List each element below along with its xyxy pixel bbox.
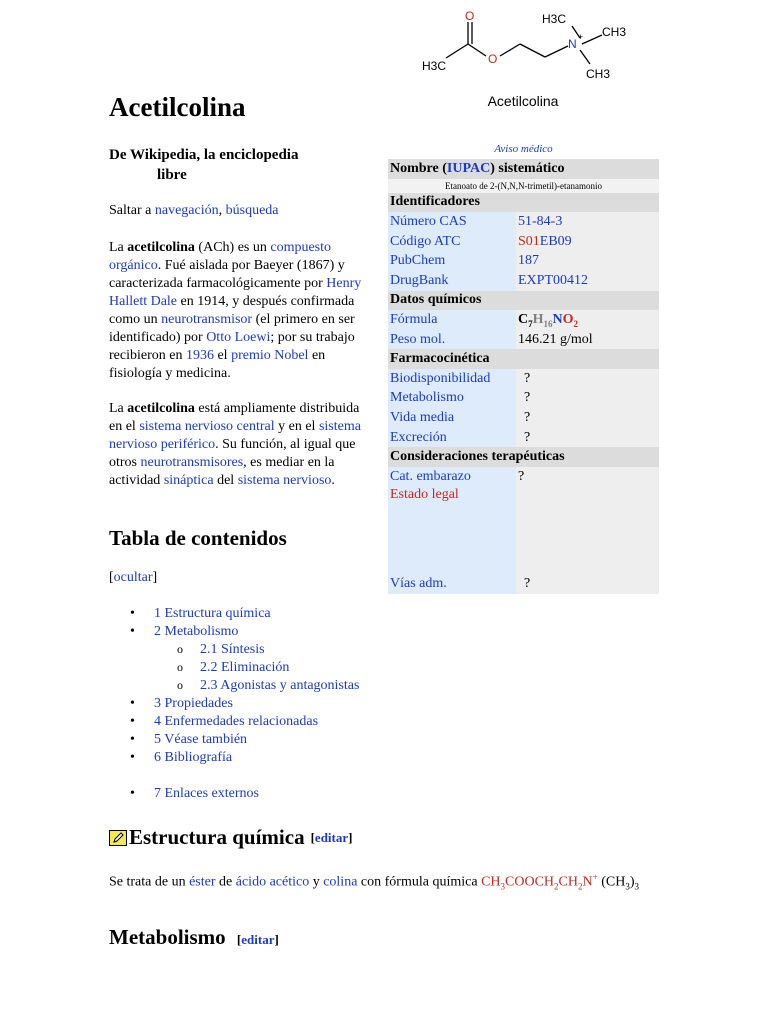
inline-link[interactable]: neurotransmisores	[140, 455, 244, 470]
atom-o-ester: O	[488, 52, 498, 66]
infobox-header-datos	[388, 291, 659, 311]
text-run: C	[518, 311, 529, 327]
text-run: H	[532, 311, 544, 327]
text-run: CH	[558, 874, 578, 890]
intro-paragraph-2	[109, 400, 371, 490]
inline-link[interactable]: compuesto orgánico	[109, 240, 332, 273]
atc-code-s01-link[interactable]: S01	[518, 233, 540, 249]
edit-bracket-close: ]	[348, 829, 353, 845]
infobox-row	[388, 487, 659, 575]
infobox-row	[388, 271, 659, 291]
excr-value: ?	[516, 428, 659, 448]
inline-link[interactable]: premio Nobel	[231, 348, 309, 363]
jump-links	[109, 203, 279, 219]
infobox-row	[388, 428, 659, 448]
edit-bracket-open: [	[310, 829, 315, 845]
inline-link[interactable]: Henry Hallett Dale	[109, 276, 362, 309]
toc-link[interactable]: 1 Estructura química	[154, 606, 271, 621]
text-run: )	[629, 874, 635, 890]
farmaco-heading: Farmacocinética	[388, 349, 659, 369]
text-run: 3	[625, 881, 630, 892]
text-run: acetilcolina	[127, 401, 195, 416]
inline-link[interactable]: 1936	[185, 348, 214, 363]
embarazo-label-link[interactable]: Cat. embarazo	[388, 467, 516, 487]
toc-toggle-bracket-open: [	[109, 570, 114, 585]
site-subtitle-line1: De Wikipedia, la enciclopedia	[109, 147, 299, 163]
metab-value: ?	[516, 389, 659, 409]
edit-section-group	[311, 830, 353, 846]
text-run: el	[213, 348, 232, 363]
edit-pencil-icon[interactable]	[109, 830, 127, 846]
infobox-row	[388, 330, 659, 350]
section-heading-metabolismo	[109, 925, 279, 950]
toc-item	[130, 623, 359, 641]
drugbank-value-link[interactable]: EXPT00412	[518, 272, 588, 288]
consid-heading: Consideraciones terapéuticas	[388, 447, 659, 467]
vias-value: ?	[516, 575, 659, 595]
embarazo-value: ?	[516, 467, 659, 487]
toc-link[interactable]: 2.1 Síntesis	[200, 642, 265, 657]
atc-value	[516, 232, 659, 252]
biodisp-label-link[interactable]: Biodisponibilidad	[388, 369, 516, 389]
edit-bracket-open: [	[236, 932, 242, 947]
text-run: N	[582, 874, 593, 890]
medical-notice-link[interactable]: Aviso médico	[494, 143, 553, 155]
text-run: (CH	[597, 874, 626, 890]
toc-item	[130, 731, 359, 749]
text-run: Se trata de un	[109, 874, 190, 890]
toc-title: Tabla de contenidos	[109, 526, 287, 550]
text-run: del	[213, 473, 238, 488]
infobox-header-consid	[388, 447, 659, 467]
section-title: Metabolismo	[109, 925, 226, 949]
datos-heading: Datos químicos	[388, 291, 659, 311]
atom-o-carbonyl: O	[465, 9, 475, 23]
toc-link[interactable]: 3 Propiedades	[154, 696, 233, 711]
edit-section-group	[237, 932, 279, 947]
infobox-row	[388, 251, 659, 271]
toc-link[interactable]: 2.3 Agonistas y antagonistas	[200, 678, 360, 693]
atom-n: N	[568, 37, 577, 51]
text-run: está ampliamente distribuida en el	[109, 401, 360, 434]
image-caption: Acetilcolina	[487, 93, 559, 109]
text-run: 2	[554, 881, 559, 892]
jump-separator: ,	[218, 203, 226, 218]
text-run: .	[331, 473, 335, 488]
text-run: CH	[481, 874, 501, 890]
text-run: 2	[573, 318, 579, 329]
iupac-link[interactable]: IUPAC	[446, 160, 491, 176]
toc-link[interactable]: 6 Bibliografía	[154, 750, 233, 765]
inline-link[interactable]: sistema nervioso	[237, 473, 332, 488]
pubchem-value-link[interactable]: 187	[518, 253, 539, 269]
text-run: . Su función, al igual que otros	[109, 437, 356, 470]
cas-value[interactable]: 51-84-3	[518, 213, 563, 229]
page-title: Acetilcolina	[109, 92, 246, 122]
text-run: 7	[528, 318, 533, 329]
text-run: , es mediar en la actividad	[109, 455, 335, 488]
site-subtitle	[109, 145, 349, 185]
text-run: COOCH	[505, 874, 555, 890]
acetylcholine-structure-image	[410, 2, 630, 86]
infobox-table	[388, 159, 659, 594]
legal-value	[516, 487, 659, 575]
toc-item	[130, 713, 359, 731]
text-run: 2	[577, 881, 583, 892]
toc-item	[130, 659, 359, 677]
infobox-row	[388, 389, 659, 409]
metab-label-link[interactable]: Metabolismo	[388, 389, 516, 409]
drugbank-value-cell	[516, 271, 659, 291]
jump-navigation-link[interactable]: navegación	[154, 203, 219, 218]
inline-link[interactable]: colina	[323, 874, 358, 890]
pubchem-label-link[interactable]: PubChem	[388, 251, 516, 271]
inline-link[interactable]: sináptica	[163, 473, 214, 488]
iupac-header-pre: Nombre (	[390, 160, 447, 176]
estructura-paragraph	[109, 868, 639, 895]
toc-item	[130, 749, 359, 767]
toc-list	[130, 605, 359, 803]
text-run: acetilcolina	[127, 240, 195, 255]
atc-code-eb09-link[interactable]: EB09	[539, 233, 572, 249]
text-run: . Fué aislada por Baeyer (1867) y caracterizada farmacológicamente por	[109, 258, 345, 291]
text-run: ; por su trabajo recibieron en	[109, 330, 355, 363]
atom-ch3-right: CH3	[602, 25, 627, 39]
section-title: Estructura química	[129, 825, 305, 849]
intro-paragraph-1	[109, 239, 371, 383]
toc-item	[130, 695, 359, 713]
atc-label-link[interactable]: Código ATC	[388, 232, 516, 252]
atom-charge: +	[578, 32, 584, 42]
text-run: con fórmula química	[357, 874, 482, 890]
infobox-row	[388, 369, 659, 389]
edit-section-link[interactable]: editar	[241, 932, 275, 947]
inline-link[interactable]: sistema nervioso central	[139, 419, 275, 434]
infobox-row	[388, 232, 659, 252]
text-run: +	[592, 872, 598, 882]
edit-section-link[interactable]: editar	[314, 829, 349, 845]
jump-prefix: Saltar a	[109, 203, 155, 218]
section-heading-estructura	[109, 825, 352, 850]
infobox-iupac-name-row	[388, 179, 659, 193]
infobox-row	[388, 575, 659, 595]
atom-ch3-bottom: CH3	[586, 67, 611, 81]
atom-ch3-top: H3C	[542, 12, 567, 26]
cas-value-link[interactable]	[516, 212, 659, 232]
text-run: La	[109, 401, 128, 416]
inline-link[interactable]: neurotransmisor	[161, 312, 253, 327]
formula-value	[516, 310, 659, 330]
peso-label-link[interactable]: Peso mol.	[388, 330, 516, 350]
inline-link[interactable]: ácido acético	[235, 874, 310, 890]
toc-item	[130, 677, 359, 695]
pubchem-value-cell	[516, 251, 659, 271]
toc-item	[130, 641, 359, 659]
excr-label-link[interactable]: Excreción	[388, 428, 516, 448]
inline-link[interactable]: Otto Loewi	[206, 330, 271, 345]
identificadores-heading: Identificadores	[388, 193, 659, 213]
atom-h3c: H3C	[422, 59, 447, 73]
text-run: 16	[543, 318, 553, 329]
toc-link[interactable]: 4 Enfermedades relacionadas	[154, 714, 319, 729]
text-run: La	[109, 240, 128, 255]
toc-item	[130, 785, 359, 803]
toc-link[interactable]: 2.2 Eliminación	[200, 660, 290, 675]
toc-link[interactable]: 7 Enlaces externos	[154, 786, 259, 801]
legal-label-link[interactable]: Estado legal	[388, 487, 516, 575]
toc-toggle	[109, 570, 157, 586]
text-run: (ACh) es un	[194, 240, 271, 255]
toc-hide-link[interactable]: ocultar	[113, 570, 153, 585]
biodisp-value: ?	[516, 369, 659, 389]
text-run: 3	[500, 881, 506, 892]
infobox-header-identificadores	[388, 193, 659, 213]
text-run: en 1914, y después confirmada como un	[109, 294, 355, 327]
iupac-header-post: ) sistemático	[490, 160, 565, 176]
infobox-row	[388, 408, 659, 428]
text-run: N	[552, 311, 563, 327]
toc-item	[130, 605, 359, 623]
infobox-header-iupac	[388, 159, 659, 179]
text-run: O	[562, 311, 574, 327]
text-run: (el primero en ser identificado) por	[109, 312, 355, 345]
infobox-row	[388, 467, 659, 487]
inline-link[interactable]: éster	[189, 874, 216, 890]
text-run: en fisiología y medicina.	[109, 348, 326, 381]
infobox-row	[388, 212, 659, 232]
infobox-row	[388, 310, 659, 330]
text-run: de	[215, 874, 236, 890]
jump-search-link[interactable]: búsqueda	[225, 203, 279, 218]
peso-value: 146.21 g/mol	[516, 330, 659, 350]
formula-label-link[interactable]: Fórmula	[388, 310, 516, 330]
cas-label-link[interactable]: Número CAS	[388, 212, 516, 232]
text-run: y	[309, 874, 324, 890]
toc-link[interactable]: 5 Véase también	[154, 732, 248, 747]
toc-link[interactable]: 2 Metabolismo	[154, 624, 239, 639]
edit-bracket-close: ]	[274, 932, 279, 947]
text-run: y en el	[274, 419, 319, 434]
inline-link[interactable]: sistema nervioso periférico	[109, 419, 361, 452]
vida-label-link[interactable]: Vida media	[388, 408, 516, 428]
drugbank-label-link[interactable]: DrugBank	[388, 271, 516, 291]
iupac-name: Etanoato de 2-(N,N,N-trimetil)-etanamonio	[388, 179, 659, 193]
vias-label-link[interactable]: Vías adm.	[388, 575, 516, 595]
toc-toggle-bracket-close: ]	[152, 570, 158, 585]
infobox-header-farmaco	[388, 349, 659, 369]
text-run: 3	[634, 881, 639, 892]
site-subtitle-line2: libre	[157, 167, 187, 183]
vida-value: ?	[516, 408, 659, 428]
